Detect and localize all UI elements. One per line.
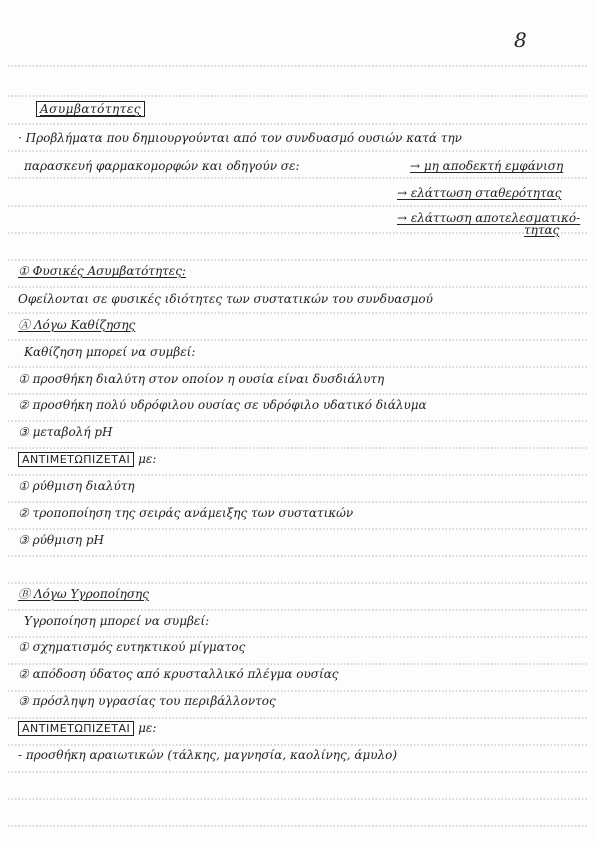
intro-effect-1: → μη αποδεκτή εμφάνιση bbox=[410, 159, 564, 173]
subsection-a-item-3: ③ μεταβολή pH bbox=[18, 425, 113, 439]
page-number: 8 bbox=[514, 28, 527, 52]
intro-effect-3a: → ελάττωση αποτελεσματικό- bbox=[397, 211, 581, 225]
counter-suffix: με: bbox=[134, 721, 157, 735]
subsection-b-item-2: ② απόδοση ύδατος από κρυσταλλικό πλέγμα ουσίας bbox=[18, 667, 339, 681]
subsection-a-counter bbox=[18, 452, 156, 467]
subsection-a-intro: Καθίζηση μπορεί να συμβεί: bbox=[24, 345, 196, 359]
remedy-b: - προσθήκη αραιωτικών (τάλκης, μαγνησία, καολίνης, άμυλο) bbox=[18, 748, 398, 762]
subsection-b-heading: Ⓑ Λόγω Υγροποίησης bbox=[18, 587, 149, 601]
counter-label: ΑΝΤΙΜΕΤΩΠΙΖΕΤΑΙ bbox=[18, 721, 134, 736]
physical-heading: ① Φυσικές Ασυμβατότητες: bbox=[18, 264, 186, 278]
remedy-a-2: ② τροποποίηση της σειράς ανάμειξης των συστατικών bbox=[18, 506, 354, 520]
physical-description: Οφείλονται σε φυσικές ιδιότητες των συστατικών του συνδυασμού bbox=[18, 292, 433, 306]
subsection-b-counter bbox=[18, 721, 156, 736]
subsection-b-item-1: ① σχηματισμός ευτηκτικού μίγματος bbox=[18, 640, 246, 654]
remedy-a-1: ① ρύθμιση διαλύτη bbox=[18, 479, 135, 493]
intro-effect-3b: τητας bbox=[524, 223, 560, 237]
intro-line-1: · Προβλήματα που δημιουργούνται από τον συνδυασμό ουσιών κατά την bbox=[18, 131, 462, 145]
counter-suffix: με: bbox=[134, 452, 157, 466]
counter-label: ΑΝΤΙΜΕΤΩΠΙΖΕΤΑΙ bbox=[18, 452, 134, 467]
subsection-a-heading: Ⓐ Λόγω Καθίζησης bbox=[18, 318, 136, 332]
subsection-b-intro: Υγροποίηση μπορεί να συμβεί: bbox=[24, 614, 210, 628]
intro-effect-2: → ελάττωση σταθερότητας bbox=[397, 186, 562, 200]
subsection-a-item-2: ② προσθήκη πολύ υδρόφιλου ουσίας σε υδρόφιλο υδατικό διάλυμα bbox=[18, 398, 427, 412]
subsection-a-item-1: ① προσθήκη διαλύτη στον οποίον η ουσία είναι δυσδιάλυτη bbox=[18, 372, 385, 386]
remedy-a-3: ③ ρύθμιση pH bbox=[18, 533, 104, 547]
intro-line-2: παρασκευή φαρμακομορφών και οδηγούν σε: bbox=[24, 159, 300, 173]
subsection-b-item-3: ③ πρόσληψη υγρασίας του περιβάλλοντος bbox=[18, 694, 276, 708]
section-title: Ασυμβατότητες bbox=[36, 101, 145, 117]
